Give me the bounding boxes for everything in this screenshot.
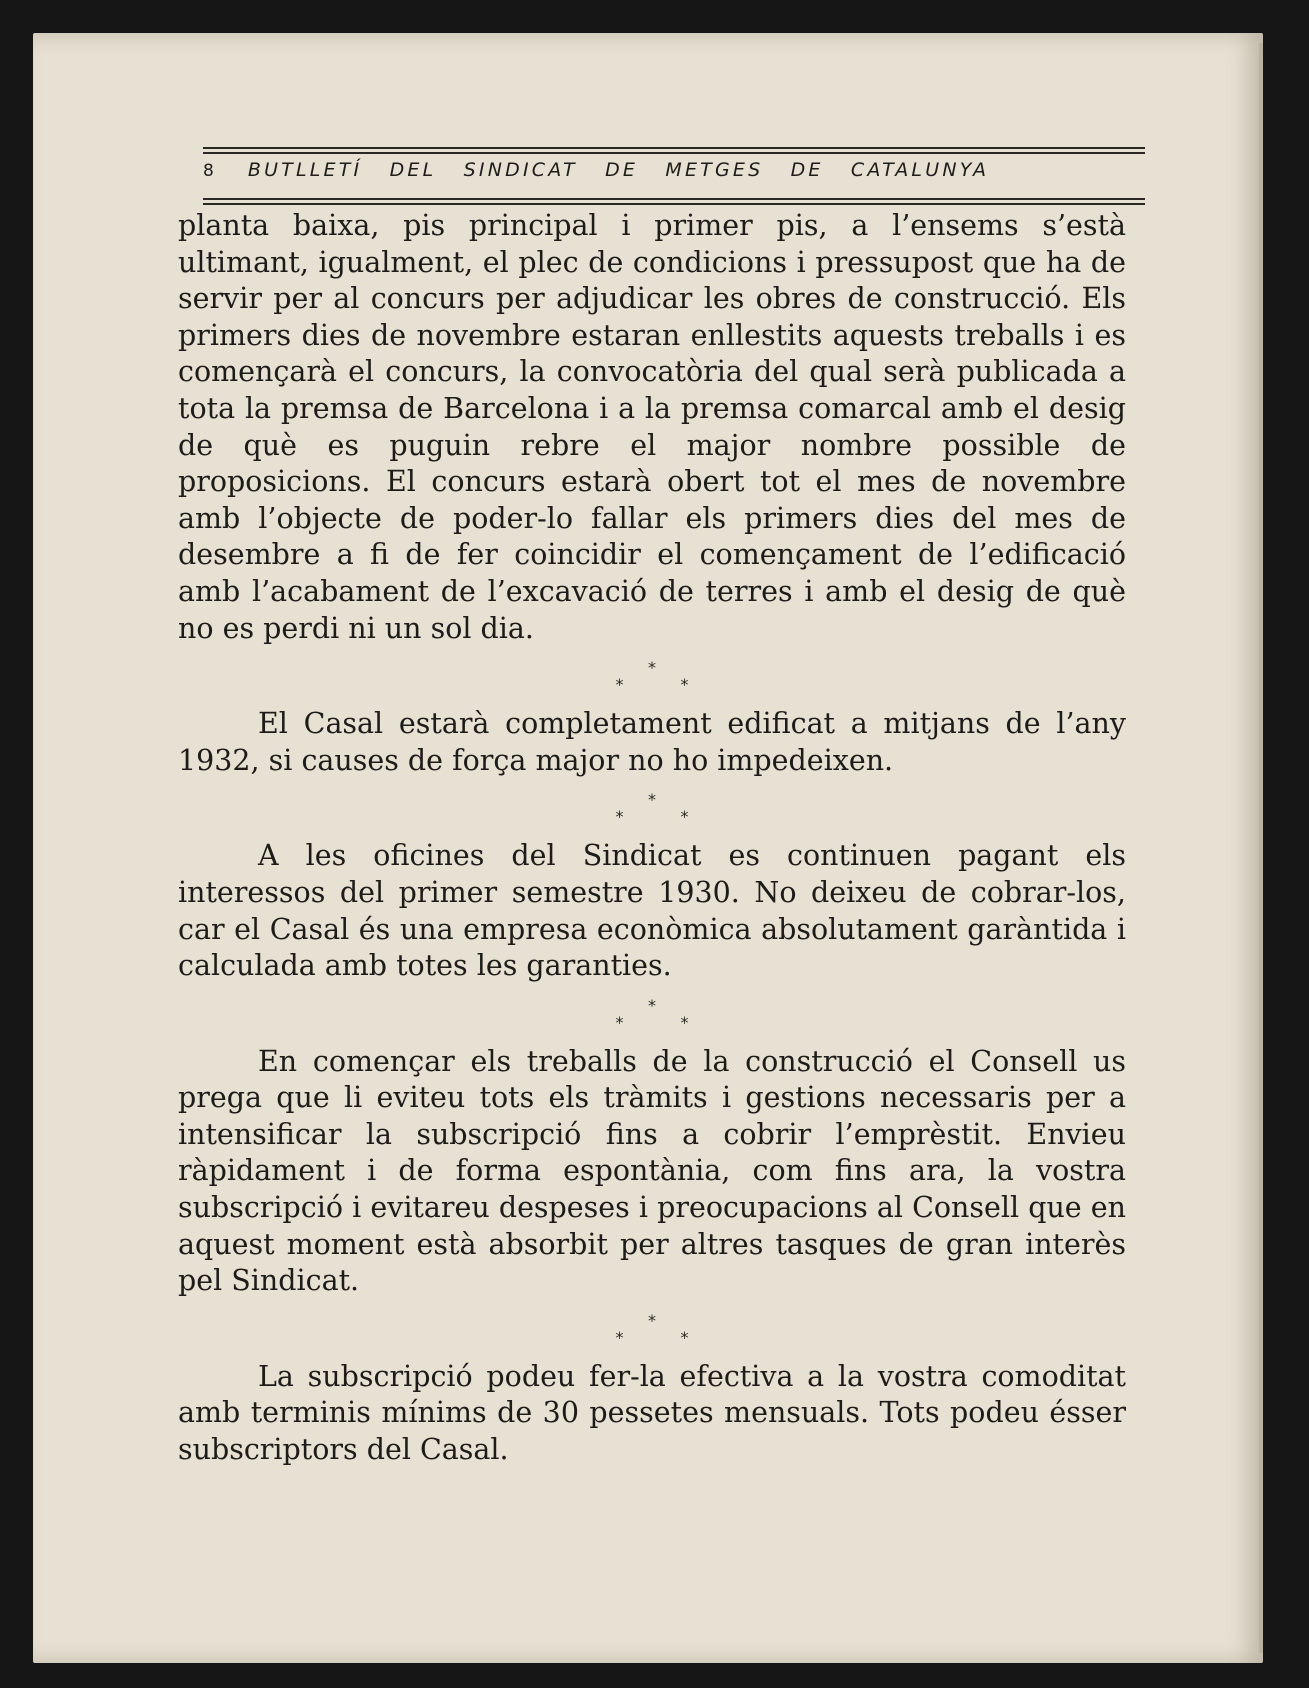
- section-separator-2: [178, 791, 1126, 825]
- separator-star-bottom: * *: [615, 807, 715, 827]
- paragraph-1: planta baixa, pis principal i primer pis, a l’ensems s’està ultimant, igualment, el plec de condicions i pressupost que ha de servir per al concurs per adjudicar les obres de construcció. Els primers dies de novembre estaran enllestits aquests treballs i es començarà el concurs, la convocatòria del qual serà publicada a tota la premsa de Barcelona i a la premsa comarcal amb el desig de què es puguin rebre el major nombre possible de proposicions. El concurs estarà obert tot el mes de novembre amb l’objecte de poder-lo fallar els primers dies del mes de desembre a fi de fer coincidir el començament de l’edificació amb l’acabament de l’excavació de terres i amb el desig de què no es perdi ni un sol dia.: [178, 209, 1126, 645]
- paragraph-2: El Casal estarà completament edificat a mitjans de l’any 1932, si causes de força major no ho impedeixen.: [178, 707, 1126, 777]
- separator-star-top: *: [648, 658, 656, 678]
- separator-star-top: *: [648, 995, 656, 1015]
- journal-title: BUTLLETÍ DEL SINDICAT DE METGES DE CATALUNYA: [247, 159, 990, 181]
- page-number: 8: [203, 161, 214, 181]
- section-separator-3: [178, 997, 1126, 1031]
- running-header: [203, 115, 1145, 191]
- header-rule-bottom: [203, 198, 1145, 200]
- header-line: [203, 159, 1145, 181]
- separator-star-bottom: * *: [615, 675, 715, 695]
- separator-star-top: *: [648, 790, 656, 810]
- separator-star-bottom: * *: [615, 1327, 715, 1347]
- section-separator-4: [178, 1312, 1126, 1346]
- header-rule-top: [203, 147, 1145, 149]
- header-rule-top-inner: [203, 152, 1145, 154]
- paragraph-3: A les oficines del Sindicat es continuen pagant els interessos del primer semestre 1930. No deixeu de cobrar-los, car el Casal és una empresa econòmica absolutament garàntida i calculada amb totes les garanties.: [178, 839, 1126, 983]
- section-separator-1: [178, 659, 1126, 693]
- page-edge: [1259, 43, 1263, 1653]
- paragraph-4: En començar els treballs de la construcció el Consell us prega que li eviteu tots els tràmits i gestions necessaris per a intensificar la subscripció fins a cobrir l’emprèstit. Envieu ràpidament i de forma espontània, com fins ara, la vostra subscripció i evitareu despeses i preocupacions al Consell que en aquest moment està absorbit per altres tasques de gran interès pel Sindicat.: [178, 1044, 1126, 1298]
- separator-star-top: *: [648, 1310, 656, 1330]
- separator-star-bottom: * *: [615, 1012, 715, 1032]
- paragraph-5: La subscripció podeu fer-la efectiva a la vostra comoditat amb terminis mínims de 30 pessetes mensuals. Tots podeu ésser subscriptors del Casal.: [178, 1359, 1126, 1467]
- header-rule-bottom-inner: [203, 203, 1145, 205]
- article-body: [178, 208, 1126, 1469]
